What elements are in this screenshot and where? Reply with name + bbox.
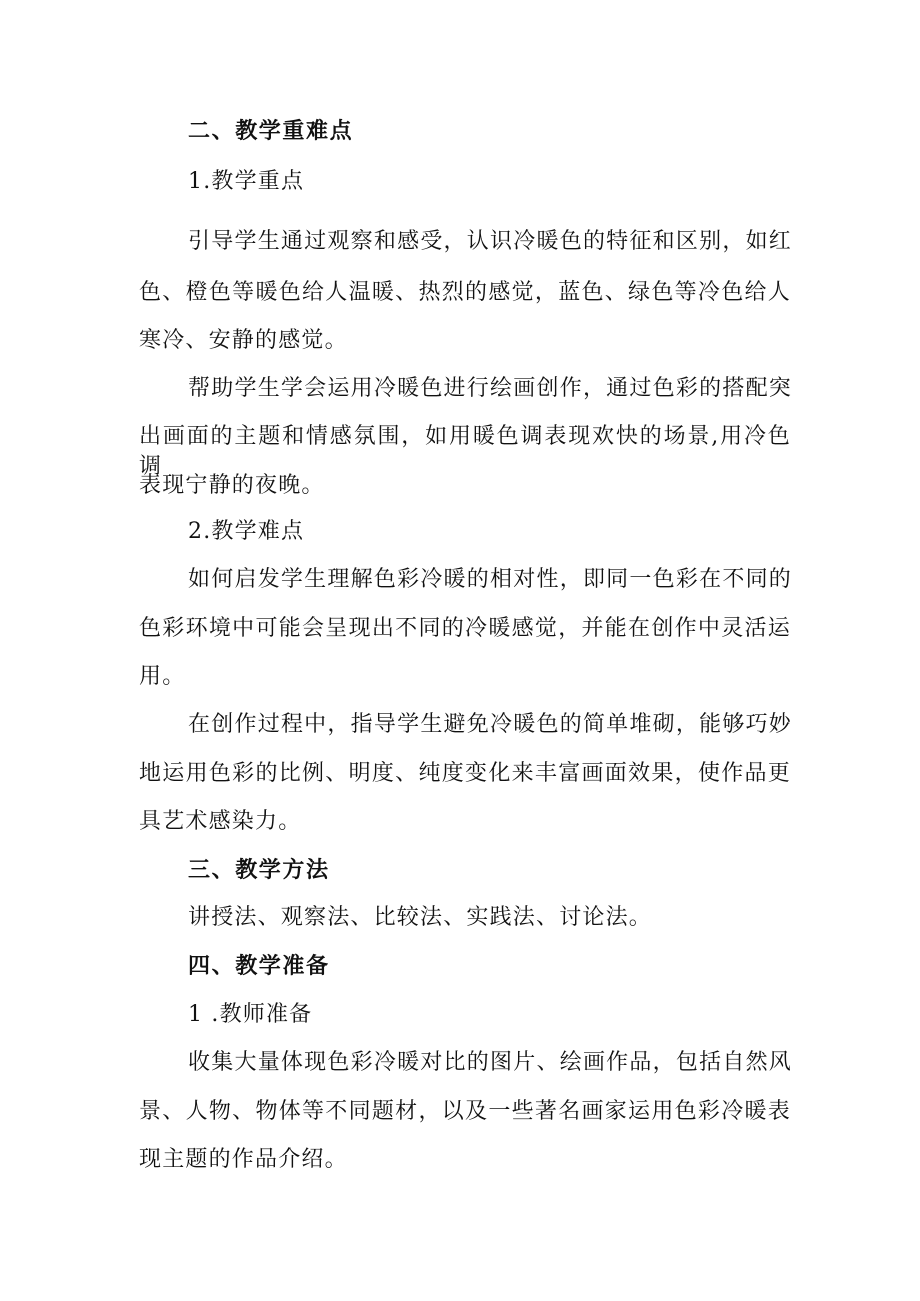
heading-teaching-methods: 三、教学方法: [188, 858, 330, 883]
heading-teaching-key-difficult-points: 二、教学重难点: [188, 119, 354, 144]
paragraph-line: 地运用色彩的比例、明度、纯度变化来丰富画面效果，使作品更: [139, 761, 791, 786]
subheading-teaching-difficulty: 2.教学难点: [188, 519, 305, 544]
paragraph-line: 色彩环境中可能会呈现出不同的冷暖感觉，并能在创作中灵活运: [139, 616, 791, 641]
subheading-teacher-preparation: 1 .教师准备: [188, 1002, 313, 1027]
paragraph-line: 收集大量体现色彩冷暖对比的图片、绘画作品，包括自然风: [188, 1050, 792, 1075]
paragraph-line: 现主题的作品介绍。: [139, 1147, 348, 1172]
paragraph-line: 讲授法、观察法、比较法、实践法、讨论法。: [188, 905, 653, 930]
paragraph-line: 在创作过程中，指导学生避免冷暖色的简单堆砌，能够巧妙: [188, 712, 792, 737]
heading-teaching-preparation: 四、教学准备: [188, 954, 330, 979]
paragraph-line: 帮助学生学会运用冷暖色进行绘画创作，通过色彩的搭配突: [188, 376, 792, 401]
paragraph-line: 表现宁静的夜晚。: [139, 473, 325, 498]
paragraph-line: 用。: [139, 664, 186, 689]
paragraph-line: 如何启发学生理解色彩冷暖的相对性，即同一色彩在不同的: [188, 567, 792, 592]
paragraph-line: 出画面的主题和情感氛围，如用暖色调表现欢快的场景,用冷色调: [139, 424, 791, 479]
subheading-teaching-focus: 1.教学重点: [188, 169, 305, 194]
paragraph-line: 引导学生通过观察和感受，认识冷暖色的特征和区别，如红: [188, 229, 792, 254]
paragraph-line: 寒冷、安静的感觉。: [139, 328, 348, 353]
paragraph-line: 具艺术感染力。: [139, 809, 302, 834]
paragraph-line: 景、人物、物体等不同题材，以及一些著名画家运用色彩冷暖表: [139, 1099, 791, 1124]
paragraph-line: 色、橙色等暖色给人温暖、热烈的感觉，蓝色、绿色等冷色给人: [139, 280, 791, 305]
